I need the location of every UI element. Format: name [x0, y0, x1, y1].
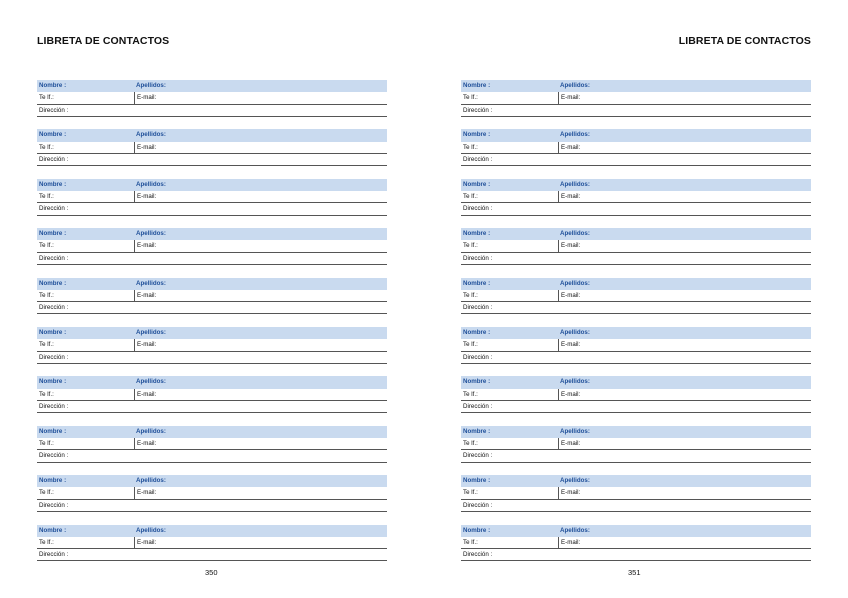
name-row	[37, 80, 387, 92]
email-label: E-mail:	[558, 487, 811, 498]
email-label: E-mail:	[558, 142, 811, 153]
phone-label: Te lf.:	[39, 291, 54, 299]
address-row	[461, 549, 811, 561]
name-row	[461, 179, 811, 191]
phone-row	[461, 191, 811, 203]
address-row	[37, 450, 387, 462]
name-row	[37, 278, 387, 290]
phone-row	[461, 487, 811, 499]
phone-row	[37, 290, 387, 302]
phone-row	[37, 142, 387, 154]
address-label: Dirección :	[39, 304, 69, 312]
phone-label: Te lf.:	[463, 291, 478, 299]
name-row	[461, 80, 811, 92]
address-label: Dirección :	[39, 353, 69, 361]
surname-label: Apellidos:	[560, 427, 590, 435]
phone-row	[461, 339, 811, 351]
phone-label: Te lf.:	[39, 341, 54, 349]
phone-row	[37, 240, 387, 252]
phone-label: Te lf.:	[463, 143, 478, 151]
name-label: Nombre :	[463, 328, 491, 336]
surname-label: Apellidos:	[136, 427, 166, 435]
surname-label: Apellidos:	[560, 180, 590, 188]
contact-entry	[37, 129, 387, 166]
surname-label: Apellidos:	[136, 526, 166, 534]
contact-entry	[461, 80, 811, 117]
phone-label: Te lf.:	[39, 390, 54, 398]
phone-label: Te lf.:	[463, 193, 478, 201]
email-label: E-mail:	[134, 438, 387, 449]
contact-entry	[37, 475, 387, 512]
contact-entry	[461, 129, 811, 166]
surname-label: Apellidos:	[560, 82, 590, 89]
contact-entry	[37, 327, 387, 364]
contact-entry	[461, 525, 811, 562]
phone-row	[37, 339, 387, 351]
address-label: Dirección :	[39, 551, 69, 559]
name-row	[37, 228, 387, 240]
name-row	[461, 228, 811, 240]
phone-label: Te lf.:	[463, 538, 478, 546]
name-label: Nombre :	[39, 82, 67, 89]
phone-label: Te lf.:	[39, 193, 54, 201]
phone-label: Te lf.:	[463, 440, 478, 448]
email-label: E-mail:	[134, 339, 387, 350]
surname-label: Apellidos:	[136, 230, 166, 238]
name-label: Nombre :	[39, 477, 67, 485]
email-label: E-mail:	[558, 240, 811, 251]
contact-entry	[461, 278, 811, 315]
surname-label: Apellidos:	[136, 279, 166, 287]
name-label: Nombre :	[39, 378, 67, 386]
email-label: E-mail:	[134, 389, 387, 400]
address-label: Dirección :	[463, 353, 493, 361]
phone-label: Te lf.:	[463, 489, 478, 497]
email-label: E-mail:	[134, 487, 387, 498]
name-row	[461, 426, 811, 438]
phone-label: Te lf.:	[463, 242, 478, 250]
name-row	[461, 327, 811, 339]
email-label: E-mail:	[134, 290, 387, 301]
phone-label: Te lf.:	[463, 390, 478, 398]
surname-label: Apellidos:	[136, 82, 166, 89]
address-label: Dirección :	[39, 452, 69, 460]
address-row	[461, 302, 811, 314]
email-label: E-mail:	[558, 389, 811, 400]
surname-label: Apellidos:	[136, 477, 166, 485]
contact-entry	[37, 278, 387, 315]
phone-row	[37, 537, 387, 549]
email-label: E-mail:	[558, 290, 811, 301]
address-label: Dirección :	[463, 155, 493, 163]
name-label: Nombre :	[463, 427, 491, 435]
address-row	[461, 203, 811, 215]
phone-label: Te lf.:	[39, 143, 54, 151]
phone-label: Te lf.:	[463, 94, 478, 102]
page-number: 351	[628, 568, 641, 577]
address-row	[37, 203, 387, 215]
address-row	[37, 352, 387, 364]
email-label: E-mail:	[558, 92, 811, 103]
surname-label: Apellidos:	[560, 279, 590, 287]
name-label: Nombre :	[39, 526, 67, 534]
phone-row	[37, 92, 387, 104]
address-label: Dirección :	[39, 402, 69, 410]
address-label: Dirección :	[39, 155, 69, 163]
name-row	[37, 525, 387, 537]
address-row	[37, 105, 387, 117]
address-label: Dirección :	[463, 501, 493, 509]
address-row	[461, 154, 811, 166]
name-label: Nombre :	[39, 131, 67, 139]
email-label: E-mail:	[558, 191, 811, 202]
address-label: Dirección :	[463, 205, 493, 213]
surname-label: Apellidos:	[560, 328, 590, 336]
page-title: LIBRETA DE CONTACTOS	[678, 35, 811, 47]
surname-label: Apellidos:	[136, 328, 166, 336]
address-row	[461, 352, 811, 364]
phone-label: Te lf.:	[39, 538, 54, 546]
name-label: Nombre :	[463, 378, 491, 386]
left-page	[37, 0, 387, 598]
address-row	[461, 450, 811, 462]
contact-entry	[461, 376, 811, 413]
contact-entry	[461, 426, 811, 463]
email-label: E-mail:	[558, 438, 811, 449]
phone-label: Te lf.:	[39, 440, 54, 448]
phone-row	[461, 438, 811, 450]
contact-entry	[37, 228, 387, 265]
contact-list	[37, 80, 387, 574]
email-label: E-mail:	[558, 537, 811, 548]
address-label: Dirección :	[463, 402, 493, 410]
email-label: E-mail:	[134, 92, 387, 103]
address-label: Dirección :	[463, 106, 493, 114]
address-label: Dirección :	[463, 254, 493, 262]
contact-entry	[461, 475, 811, 512]
address-row	[461, 253, 811, 265]
name-row	[37, 376, 387, 388]
phone-row	[461, 290, 811, 302]
name-label: Nombre :	[463, 180, 491, 188]
contact-entry	[461, 179, 811, 216]
address-row	[461, 500, 811, 512]
surname-label: Apellidos:	[560, 526, 590, 534]
surname-label: Apellidos:	[136, 131, 166, 139]
phone-row	[461, 537, 811, 549]
phone-row	[37, 487, 387, 499]
name-label: Nombre :	[39, 279, 67, 287]
email-label: E-mail:	[134, 240, 387, 251]
address-label: Dirección :	[39, 501, 69, 509]
phone-row	[461, 92, 811, 104]
address-row	[461, 105, 811, 117]
phone-row	[461, 240, 811, 252]
phone-row	[37, 438, 387, 450]
phone-row	[461, 389, 811, 401]
email-label: E-mail:	[134, 191, 387, 202]
contact-entry	[37, 426, 387, 463]
name-row	[461, 376, 811, 388]
name-row	[37, 475, 387, 487]
phone-label: Te lf.:	[39, 94, 54, 102]
name-row	[461, 278, 811, 290]
name-row	[37, 129, 387, 141]
phone-row	[461, 142, 811, 154]
name-label: Nombre :	[463, 230, 491, 238]
name-label: Nombre :	[463, 279, 491, 287]
right-page	[461, 0, 811, 598]
contact-entry	[37, 525, 387, 562]
name-label: Nombre :	[463, 131, 491, 139]
contact-list	[461, 80, 811, 574]
address-row	[37, 401, 387, 413]
address-label: Dirección :	[463, 551, 493, 559]
page-title: LIBRETA DE CONTACTOS	[37, 35, 170, 47]
phone-label: Te lf.:	[39, 489, 54, 497]
surname-label: Apellidos:	[560, 131, 590, 139]
phone-label: Te lf.:	[463, 341, 478, 349]
name-label: Nombre :	[463, 82, 491, 89]
name-row	[37, 426, 387, 438]
phone-row	[37, 389, 387, 401]
surname-label: Apellidos:	[560, 230, 590, 238]
name-label: Nombre :	[39, 180, 67, 188]
surname-label: Apellidos:	[136, 378, 166, 386]
email-label: E-mail:	[558, 339, 811, 350]
page-number: 350	[205, 568, 218, 577]
name-row	[37, 179, 387, 191]
contact-entry	[461, 327, 811, 364]
address-row	[37, 253, 387, 265]
address-label: Dirección :	[39, 254, 69, 262]
address-row	[37, 302, 387, 314]
surname-label: Apellidos:	[560, 477, 590, 485]
name-label: Nombre :	[39, 328, 67, 336]
address-label: Dirección :	[39, 205, 69, 213]
name-row	[37, 327, 387, 339]
address-label: Dirección :	[463, 452, 493, 460]
email-label: E-mail:	[134, 142, 387, 153]
name-label: Nombre :	[463, 526, 491, 534]
address-row	[37, 154, 387, 166]
address-label: Dirección :	[463, 304, 493, 312]
surname-label: Apellidos:	[136, 180, 166, 188]
contact-entry	[37, 179, 387, 216]
address-row	[461, 401, 811, 413]
name-label: Nombre :	[39, 230, 67, 238]
name-label: Nombre :	[463, 477, 491, 485]
name-label: Nombre :	[39, 427, 67, 435]
contact-entry	[461, 228, 811, 265]
address-row	[37, 549, 387, 561]
name-row	[461, 475, 811, 487]
address-row	[37, 500, 387, 512]
surname-label: Apellidos:	[560, 378, 590, 386]
email-label: E-mail:	[134, 537, 387, 548]
phone-label: Te lf.:	[39, 242, 54, 250]
contact-entry	[37, 376, 387, 413]
address-label: Dirección :	[39, 106, 69, 114]
phone-row	[37, 191, 387, 203]
name-row	[461, 525, 811, 537]
name-row	[461, 129, 811, 141]
contact-entry	[37, 80, 387, 117]
